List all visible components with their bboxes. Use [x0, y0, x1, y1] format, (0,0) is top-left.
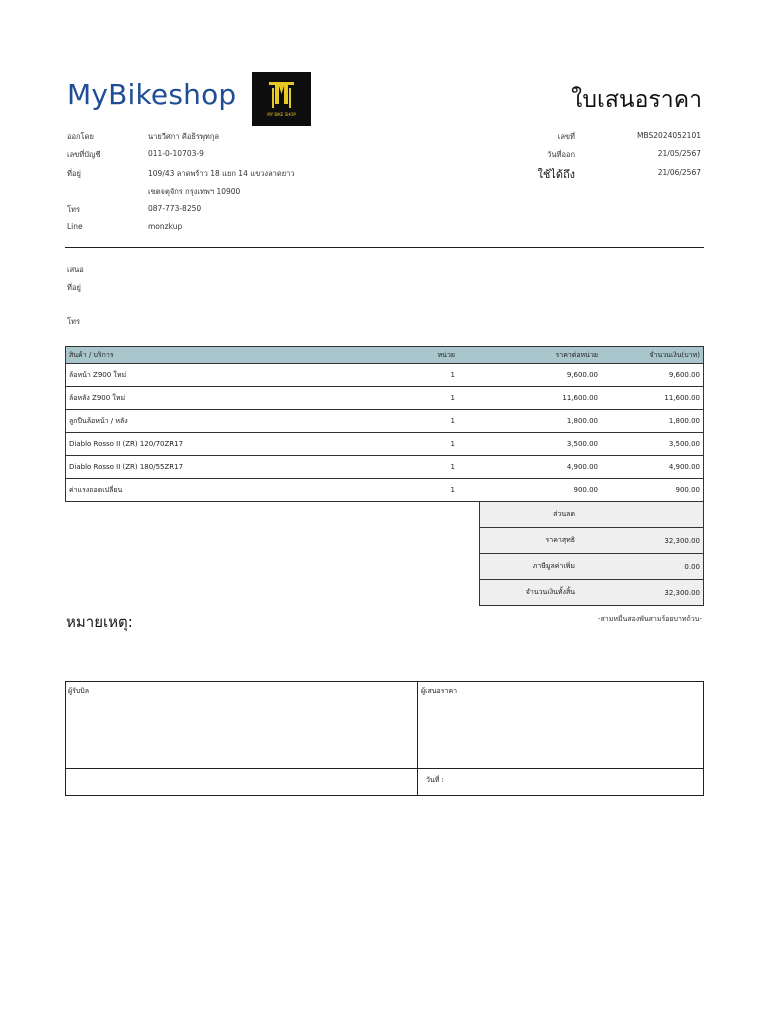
signature-box: [65, 681, 704, 796]
item-amount: 4,900.00: [601, 456, 704, 479]
account-label: เลขที่บัญชี: [67, 150, 101, 159]
signature-date-label: วันที่ :: [426, 776, 444, 784]
amount-in-words: -สามหมื่นสองพันสามร้อยบาทถ้วน-: [597, 615, 702, 623]
col-amount: จำนวนเงิน(บาท): [601, 347, 704, 364]
discount-label: ส่วนลด: [480, 502, 579, 528]
issued-by-value: นายวีศกา คีอธิรพุทกุล: [148, 132, 219, 141]
shop-logo: [252, 72, 311, 126]
valid-until-label: ใช้ได้ถึง: [537, 168, 575, 181]
notes-title: หมายเหตุ:: [66, 613, 133, 631]
col-unit: หน่วย: [362, 347, 458, 364]
brand-name: MyBikeshop: [67, 78, 237, 111]
phone-label: โทร: [67, 205, 81, 214]
item-name: ล้อหลัง Z900 ใหม่: [66, 387, 363, 410]
table-row: [66, 479, 704, 502]
item-amount: 9,600.00: [601, 364, 704, 387]
signature-divider-horizontal: [66, 768, 703, 769]
doc-number-label: เลขที่: [557, 132, 575, 141]
document-title: ใบเสนอราคา: [571, 87, 702, 113]
items-table: [65, 346, 704, 502]
totals-row-vat: [480, 554, 704, 580]
totals-row-discount: [480, 502, 704, 528]
item-qty: 1: [362, 433, 458, 456]
issue-date-label: วันที่ออก: [547, 150, 575, 159]
account-value: 011-0-10703-9: [148, 149, 204, 158]
item-name: Diablo Rosso II (ZR) 180/55ZR17: [66, 456, 363, 479]
doc-number-value: MBS2024052101: [637, 131, 701, 140]
customer-address-label: ที่อยู่: [67, 283, 81, 292]
svg-text:MY BIKE SHOP: MY BIKE SHOP: [267, 112, 296, 117]
item-amount: 3,500.00: [601, 433, 704, 456]
line-value: monzkup: [148, 222, 183, 231]
item-name: ลูกปืนล้อหน้า / หลัง: [66, 410, 363, 433]
address-line1: 109/43 ลาดพร้าว 18 แยก 14 แขวงลาดยาว: [148, 169, 295, 178]
item-qty: 1: [362, 410, 458, 433]
item-unit-price: 900.00: [458, 479, 601, 502]
address-line2: เขตจตุจักร กรุงเทพฯ 10900: [148, 187, 241, 196]
item-unit-price: 1,800.00: [458, 410, 601, 433]
table-row: [66, 456, 704, 479]
item-name: ล้อหน้า Z900 ใหม่: [66, 364, 363, 387]
table-row: [66, 364, 704, 387]
table-row: [66, 387, 704, 410]
address-label: ที่อยู่: [67, 169, 81, 178]
item-name: ค่าแรงถอดเปลี่ยน: [66, 479, 363, 502]
offer-to-label: เสนอ: [67, 265, 84, 274]
item-unit-price: 11,600.00: [458, 387, 601, 410]
net-price-value: 32,300.00: [578, 528, 704, 554]
item-amount: 1,800.00: [601, 410, 704, 433]
totals-row-grand: [480, 580, 704, 606]
phone-value: 087-773-8250: [148, 204, 202, 213]
net-price-label: ราคาสุทธิ: [480, 528, 579, 554]
vat-label: ภาษีมูลค่าเพิ่ม: [480, 554, 579, 580]
item-name: Diablo Rosso II (ZR) 120/70ZR17: [66, 433, 363, 456]
valid-until-value: 21/06/2567: [657, 168, 701, 177]
customer-phone-label: โทร: [67, 317, 81, 326]
discount-value: [578, 502, 704, 528]
issued-by-label: ออกโดย: [67, 132, 94, 141]
item-unit-price: 3,500.00: [458, 433, 601, 456]
grand-total-value: 32,300.00: [578, 580, 704, 606]
header-divider: [65, 247, 704, 248]
items-header-row: [66, 347, 704, 364]
line-label: Line: [67, 222, 83, 231]
vat-value: 0.00: [578, 554, 704, 580]
col-unit-price: ราคาต่อหน่วย: [458, 347, 601, 364]
item-qty: 1: [362, 364, 458, 387]
quoter-label: ผู้เสนอราคา: [421, 687, 458, 695]
totals-row-net: [480, 528, 704, 554]
col-product: สินค้า / บริการ: [66, 347, 363, 364]
item-unit-price: 4,900.00: [458, 456, 601, 479]
table-row: [66, 410, 704, 433]
item-unit-price: 9,600.00: [458, 364, 601, 387]
item-amount: 11,600.00: [601, 387, 704, 410]
item-amount: 900.00: [601, 479, 704, 502]
item-qty: 1: [362, 387, 458, 410]
grand-total-label: จำนวนเงินทั้งสิ้น: [480, 580, 579, 606]
totals-table: [479, 501, 704, 606]
signature-divider-vertical: [417, 682, 418, 795]
item-qty: 1: [362, 456, 458, 479]
item-qty: 1: [362, 479, 458, 502]
table-row: [66, 433, 704, 456]
issue-date-value: 21/05/2567: [657, 149, 701, 158]
recipient-label: ผู้รับบิล: [68, 687, 90, 695]
